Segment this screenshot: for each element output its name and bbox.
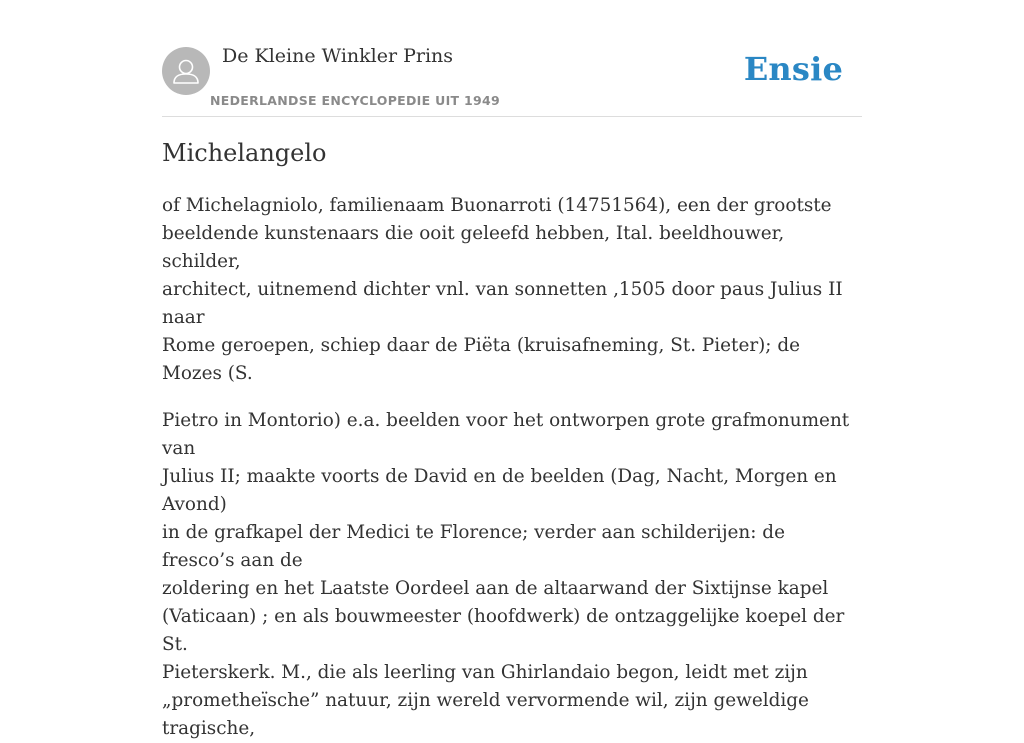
article-title: Michelangelo [162, 139, 327, 167]
source-subtitle: NEDERLANDSE ENCYCLOPEDIE UIT 1949 [210, 93, 500, 108]
article-paragraph: of Michelagniolo, familienaam Buonarroti (14751564), een der grootste beeldende kunstenaars die ooit geleefd hebben, Ital. beeldhouwer, schilder, architect, uitnemend dichter vnl. van sonnetten ,1505 door paus Julius II naar Rome geroepen, schiep daar de Piëta (kruisafneming, St. Pieter); de Mozes (S. [162, 195, 843, 384]
user-avatar-icon[interactable] [162, 47, 210, 95]
article-paragraph: Pietro in Montorio) e.a. beelden voor het ontworpen grote grafmonument van Julius II; maakte voorts de David en de beelden (Dag, Nacht, Morgen en Avond) in de grafkapel der Medici te Florence; verder aan schilderijen: de fresco’s aan de zoldering en het Laatste Oordeel aan de altaarwand der Sixtijnse kapel (Vaticaan) ; en als bouwmeester (hoofdwerk) de ontzaggelijke koepel der St. Pieterskerk. M., die als leerling van Ghirlandaio begon, leidt met zijn „prometheïsche” natuur, zijn wereld vervormende wil, zijn geweldige tragische, [162, 410, 850, 739]
brand-logo-link[interactable]: Ensie [743, 50, 843, 88]
source-title[interactable]: De Kleine Winkler Prins [222, 45, 454, 67]
header [162, 0, 862, 117]
article-body [162, 192, 862, 743]
page [162, 0, 862, 739]
user-silhouette-icon [162, 47, 210, 95]
